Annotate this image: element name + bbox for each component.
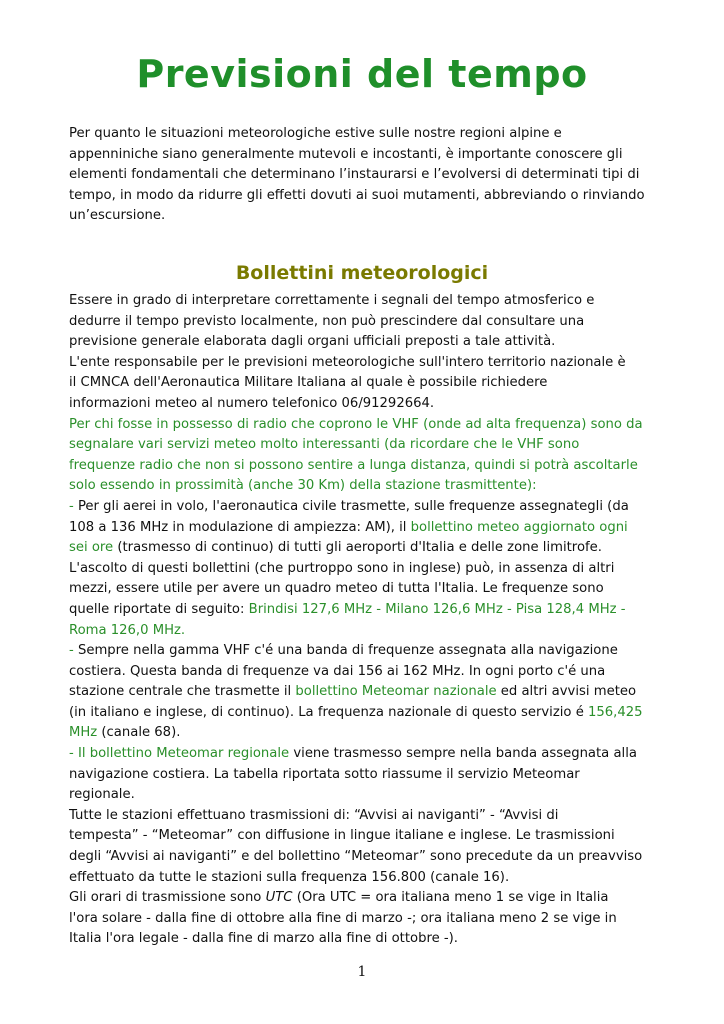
body-line <box>69 600 669 621</box>
highlighted-text: bollettino meteo aggiornato ogni <box>410 519 628 535</box>
body-line <box>69 497 669 518</box>
highlighted-text: sei ore <box>69 540 114 556</box>
text-segment: mezzi, essere utile per avere un quadro meteo di tutta l'Italia. Le frequenze sono <box>69 581 604 597</box>
highlighted-text: Brindisi 127,6 MHz - Milano 126,6 MHz - Pisa 128,4 MHz - <box>248 601 626 617</box>
body-line <box>69 415 669 436</box>
text-segment: ed altri avvisi meteo <box>496 684 637 700</box>
intro-line: Per quanto le situazioni meteorologiche estive sulle nostre regioni alpine e <box>69 126 562 141</box>
text-segment: (in italiano e inglese, di continuo). La frequenza nazionale di questo servizio é <box>69 704 588 720</box>
page-number: 1 <box>357 964 367 980</box>
body-line <box>69 394 669 415</box>
section-title: Bollettini meteorologici <box>235 262 489 284</box>
text-segment: il CMNCA dell'Aeronautica Militare Italiana al quale è possibile richiedere <box>69 375 548 391</box>
text-segment: regionale. <box>69 787 135 803</box>
body-line <box>69 868 669 889</box>
body-line <box>69 806 669 827</box>
highlighted-text: - <box>69 498 78 514</box>
body-line <box>69 888 669 909</box>
text-segment: (trasmesso di continuo) di tutti gli aeroporti d'Italia e delle zone limitrofe. <box>113 540 602 556</box>
body-line <box>69 312 669 333</box>
body-line <box>69 353 669 374</box>
text-segment: degli “Avvisi ai naviganti” e del bollettino “Meteomar” sono precedute da un preavviso <box>69 849 643 865</box>
text-segment: viene trasmesso sempre nella banda assegnata alla <box>289 746 637 762</box>
text-segment: L'ente responsabile per le previsioni meteorologiche sull'intero territorio nazionale è <box>69 354 626 370</box>
body-line <box>69 744 669 765</box>
highlighted-text: Per chi fosse in possesso di radio che coprono le VHF (onde ad alta frequenza) sono da <box>69 416 643 432</box>
body-line <box>69 929 669 950</box>
highlighted-text: - Il bollettino Meteomar regionale <box>69 746 290 762</box>
text-segment: Sempre nella gamma VHF c'é una banda di frequenze assegnata alla navigazione <box>77 643 618 659</box>
body-paragraphs <box>69 291 669 950</box>
body-line <box>69 456 669 477</box>
text-segment: L'ascolto di questi bollettini (che purtroppo sono in inglese) può, in assenza di altri <box>69 560 615 576</box>
text-segment: Italia l'ora legale - dalla fine di marzo alla fine di ottobre -). <box>69 931 458 947</box>
body-line <box>69 703 669 724</box>
text-segment: previsione generale elaborata dagli organi ufficiali preposti a tale attività. <box>69 334 556 350</box>
text-segment: Essere in grado di interpretare correttamente i segnali del tempo atmosferico e <box>69 293 595 308</box>
text-segment: Gli orari di trasmissione sono <box>69 890 266 906</box>
body-line <box>69 518 669 539</box>
intro-line: appenniniche siano generalmente mutevoli e incostanti, è importante conoscere gli <box>69 146 623 162</box>
body-line <box>69 682 669 703</box>
body-line <box>69 621 669 642</box>
body-line <box>69 559 669 580</box>
body-line <box>69 826 669 847</box>
intro-paragraph <box>69 124 669 227</box>
page-title: Previsioni del tempo <box>136 52 588 96</box>
body-line <box>69 785 669 806</box>
text-segment: dedurre il tempo previsto localmente, non può prescindere dal consultare una <box>69 313 585 329</box>
highlighted-text: frequenze radio che non si possono sentire a lunga distanza, quindi si potrà ascoltarle <box>69 457 638 473</box>
body-line <box>69 723 669 744</box>
body-line <box>69 538 669 559</box>
text-segment: stazione centrale che trasmette il <box>69 684 296 700</box>
body-line <box>69 909 669 930</box>
highlighted-text: 156,425 <box>588 704 643 720</box>
highlighted-text: bollettino Meteomar nazionale <box>295 684 497 700</box>
text-segment: informazioni meteo al numero telefonico 06/91292664. <box>69 395 435 411</box>
text-segment: quelle riportate di seguito: <box>69 601 249 617</box>
highlighted-text: MHz <box>69 725 98 741</box>
intro-line: elementi fondamentali che determinano l’instaurarsi e l’evolversi di determinati tipi di <box>69 167 640 183</box>
text-segment: costiera. Questa banda di frequenze va dai 156 ai 162 MHz. In ogni porto c'é una <box>69 663 606 679</box>
highlighted-text: solo essendo in prossimità (anche 30 Km) della stazione trasmittente): <box>69 478 537 494</box>
body-line <box>69 641 669 662</box>
body-line <box>69 332 669 353</box>
body-line <box>69 765 669 786</box>
text-segment: Tutte le stazioni effettuano trasmissioni di: “Avvisi ai naviganti” - “Avvisi di <box>69 807 559 823</box>
body-line <box>69 847 669 868</box>
text-segment: tempesta” - “Meteomar” con diffusione in lingue italiane e inglese. Le trasmissioni <box>69 828 615 844</box>
text-segment: (canale 68). <box>97 725 181 741</box>
highlighted-text: - <box>69 643 78 659</box>
body-line <box>69 435 669 456</box>
italic-text: UTC <box>265 890 293 906</box>
text-segment: navigazione costiera. La tabella riportata sotto riassume il servizio Meteomar <box>69 766 580 782</box>
text-segment: 108 a 136 MHz in modulazione di ampiezza: AM), il <box>69 519 411 535</box>
text-segment: Per gli aerei in volo, l'aeronautica civile trasmette, sulle frequenze assegnategli (da <box>77 498 629 514</box>
text-segment: l'ora solare - dalla fine di ottobre alla fine di marzo -; ora italiana meno 2 se vige in <box>69 910 617 926</box>
highlighted-text: segnalare vari servizi meteo molto interessanti (da ricordare che le VHF sono <box>69 437 580 453</box>
body-line <box>69 373 669 394</box>
body-line <box>69 662 669 683</box>
text-segment: (Ora UTC = ora italiana meno 1 se vige in Italia <box>292 890 609 906</box>
intro-line: tempo, in modo da ridurre gli effetti dovuti ai suoi mutamenti, abbreviando o rinviando <box>69 187 645 203</box>
body-line <box>69 476 669 497</box>
body-line <box>69 291 669 312</box>
body-line <box>69 579 669 600</box>
highlighted-text: Roma 126,0 MHz. <box>69 622 186 638</box>
intro-line: un’escursione. <box>69 208 166 224</box>
text-segment: effettuato da tutte le stazioni sulla frequenza 156.800 (canale 16). <box>69 869 510 885</box>
